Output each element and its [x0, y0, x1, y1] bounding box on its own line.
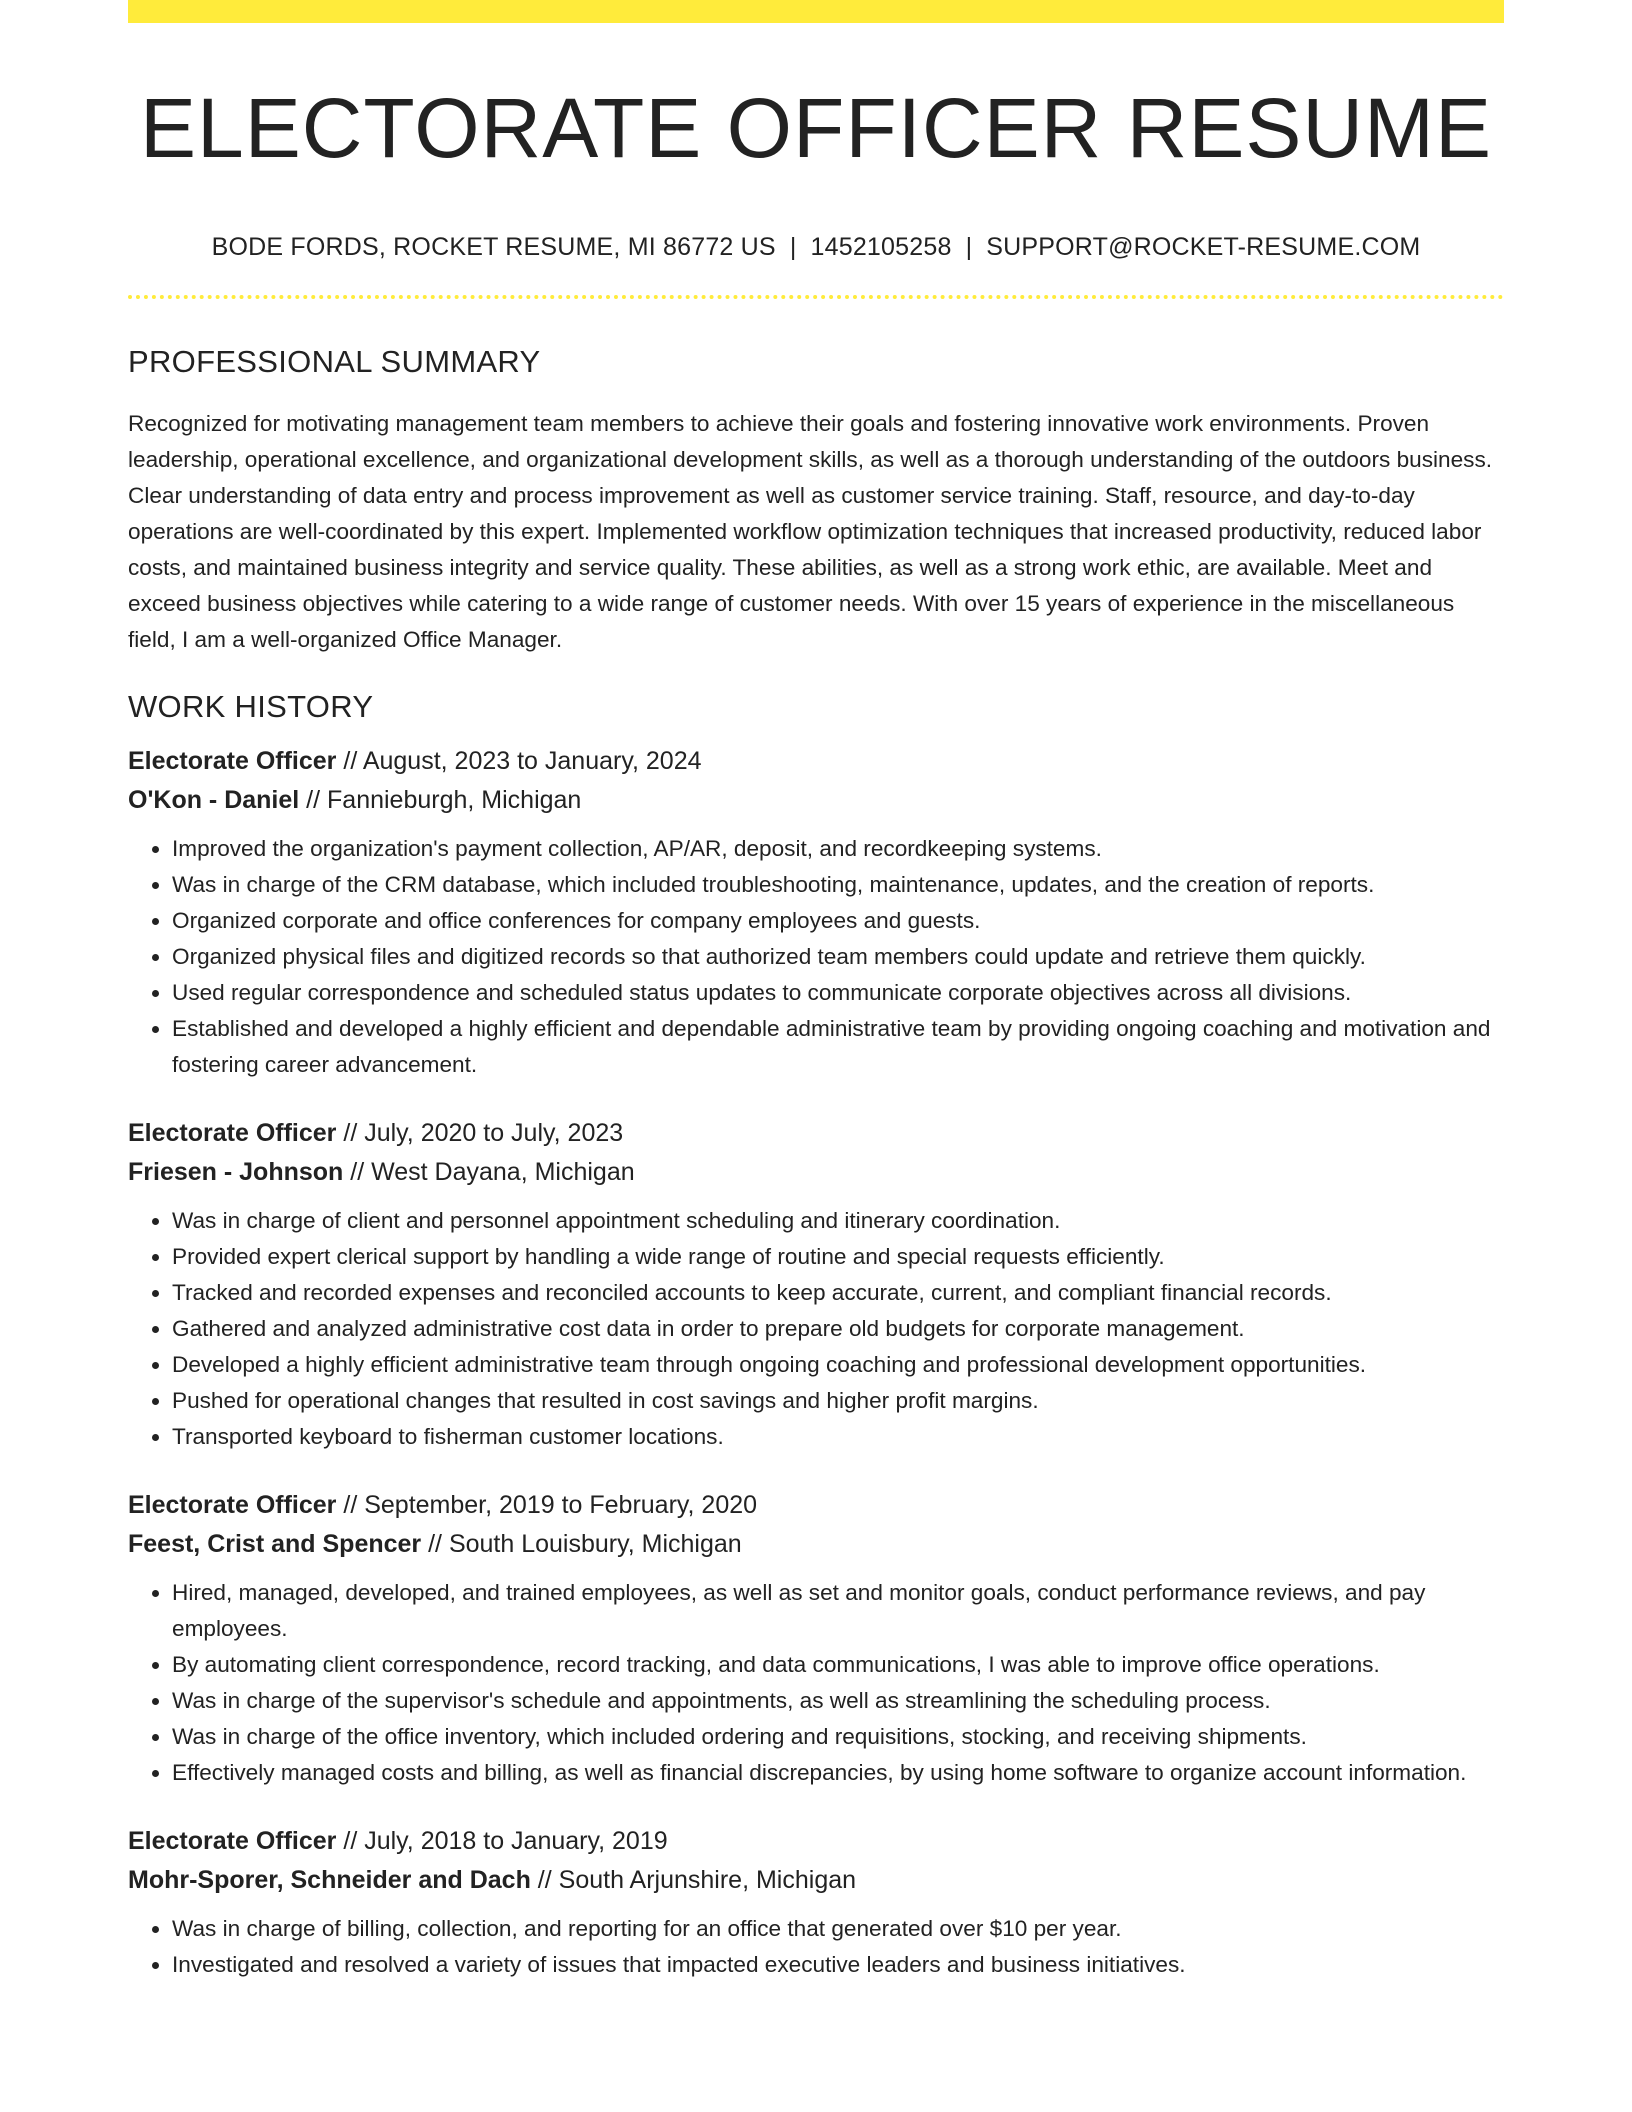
job-bullet: • Hired, managed, developed, and trained employees, as well as set and monitor goals, conduct performance reviews, and pay employees. [172, 1575, 1504, 1647]
resume-page [128, 0, 1504, 1983]
job-title-line [128, 1822, 1504, 1861]
contact-email: SUPPORT@ROCKET-RESUME.COM [986, 233, 1421, 262]
job-dates: // July, 2020 to July, 2023 [336, 1118, 624, 1147]
job-bullet-list [128, 831, 1504, 1083]
summary-text: Recognized for motivating management team members to achieve their goals and fostering innovative work environments. Proven leadership, operational excellence, and organizational development skills, as well as a thorough understanding of the outdoors business. Clear understanding of data entry and process improvement as well as customer service training. Staff, resource, and day-to-day operations are well-coordinated by this expert. Implemented workflow optimization techniques that increased productivity, reduced labor costs, and maintained business integrity and service quality. These abilities, as well as a strong work ethic, are available. Meet and exceed business objectives while catering to a wide range of customer needs. With over 15 years of experience in the miscellaneous field, I am a well-organized Office Manager. [128, 410, 1493, 652]
job-bullet-list [128, 1575, 1504, 1791]
job-company-line [128, 1861, 1504, 1900]
work-history-heading: WORK HISTORY [128, 688, 374, 724]
job-bullet: • Gathered and analyzed administrative cost data in order to prepare old budgets for corporate management. [172, 1311, 1504, 1347]
job-company-line [128, 781, 1504, 820]
job-company: Friesen - Johnson [128, 1157, 344, 1186]
contact-separator: | [789, 233, 797, 262]
job-location: // West Dayana, Michigan [343, 1157, 635, 1186]
job-bullet: • Investigated and resolved a variety of issues that impacted executive leaders and business initiatives. [172, 1947, 1504, 1983]
job-bullet: • Provided expert clerical support by handling a wide range of routine and special requests efficiently. [172, 1239, 1504, 1275]
job-bullet: • Organized physical files and digitized records so that authorized team members could update and retrieve them quickly. [172, 939, 1504, 975]
contact-phone: 1452105258 [810, 233, 952, 262]
job-title-line [128, 742, 1504, 781]
job-company: O'Kon - Daniel [128, 785, 300, 814]
job-bullet: • Was in charge of the CRM database, which included troubleshooting, maintenance, updates, and the creation of reports. [172, 867, 1504, 903]
job-dates: // July, 2018 to January, 2019 [336, 1826, 668, 1855]
job-title-line [128, 1114, 1504, 1153]
job-bullet: • By automating client correspondence, record tracking, and data communications, I was able to improve office operations. [172, 1647, 1504, 1683]
job-entry [128, 1114, 1504, 1192]
contact-address: BODE FORDS, ROCKET RESUME, MI 86772 US [211, 233, 776, 262]
job-dates: // August, 2023 to January, 2024 [336, 746, 702, 775]
job-bullet-list [128, 1203, 1504, 1455]
job-title: Electorate Officer [128, 746, 337, 775]
header-divider [128, 295, 1504, 299]
contact-separator: | [965, 233, 973, 262]
job-bullet-list [128, 1911, 1504, 1983]
job-bullet: • Improved the organization's payment collection, AP/AR, deposit, and recordkeeping systems. [172, 831, 1504, 867]
job-bullet: • Was in charge of billing, collection, and reporting for an office that generated over $10 per year. [172, 1911, 1504, 1947]
job-dates: // September, 2019 to February, 2020 [336, 1490, 758, 1519]
job-company: Feest, Crist and Spencer [128, 1529, 422, 1558]
job-company: Mohr-Sporer, Schneider and Dach [128, 1865, 531, 1894]
job-bullet: • Was in charge of the supervisor's schedule and appointments, as well as streamlining the scheduling process. [172, 1683, 1504, 1719]
job-title-line [128, 1486, 1504, 1525]
job-entry [128, 742, 1504, 820]
job-location: // Fannieburgh, Michigan [299, 785, 582, 814]
job-bullet: • Established and developed a highly efficient and dependable administrative team by providing ongoing coaching and motivation and fostering career advancement. [172, 1011, 1504, 1083]
job-entry [128, 1822, 1504, 1900]
job-bullet: • Developed a highly efficient administrative team through ongoing coaching and professional development opportunities. [172, 1347, 1504, 1383]
job-location: // South Arjunshire, Michigan [530, 1865, 857, 1894]
job-bullet: • Organized corporate and office conferences for company employees and guests. [172, 903, 1504, 939]
job-title: Electorate Officer [128, 1826, 337, 1855]
job-company-line [128, 1153, 1504, 1192]
job-title: Electorate Officer [128, 1118, 337, 1147]
job-title: Electorate Officer [128, 1490, 337, 1519]
job-bullet: • Tracked and recorded expenses and reconciled accounts to keep accurate, current, and compliant financial records. [172, 1275, 1504, 1311]
job-entry [128, 1486, 1504, 1564]
job-bullet: • Was in charge of the office inventory, which included ordering and requisitions, stocking, and receiving shipments. [172, 1719, 1504, 1755]
job-bullet: • Pushed for operational changes that resulted in cost savings and higher profit margins. [172, 1383, 1504, 1419]
job-bullet: • Was in charge of client and personnel appointment scheduling and itinerary coordination. [172, 1203, 1504, 1239]
job-bullet: • Transported keyboard to fisherman customer locations. [172, 1419, 1504, 1455]
job-bullet: • Effectively managed costs and billing, as well as financial discrepancies, by using home software to organize account information. [172, 1755, 1504, 1791]
job-company-line [128, 1525, 1504, 1564]
top-accent-bar [128, 0, 1504, 23]
summary-heading: PROFESSIONAL SUMMARY [128, 344, 541, 380]
job-bullet: • Used regular correspondence and scheduled status updates to communicate corporate objectives across all divisions. [172, 975, 1504, 1011]
job-location: // South Louisbury, Michigan [421, 1529, 742, 1558]
contact-line [128, 232, 1504, 262]
resume-title: ELECTORATE OFFICER RESUME [139, 81, 1493, 175]
